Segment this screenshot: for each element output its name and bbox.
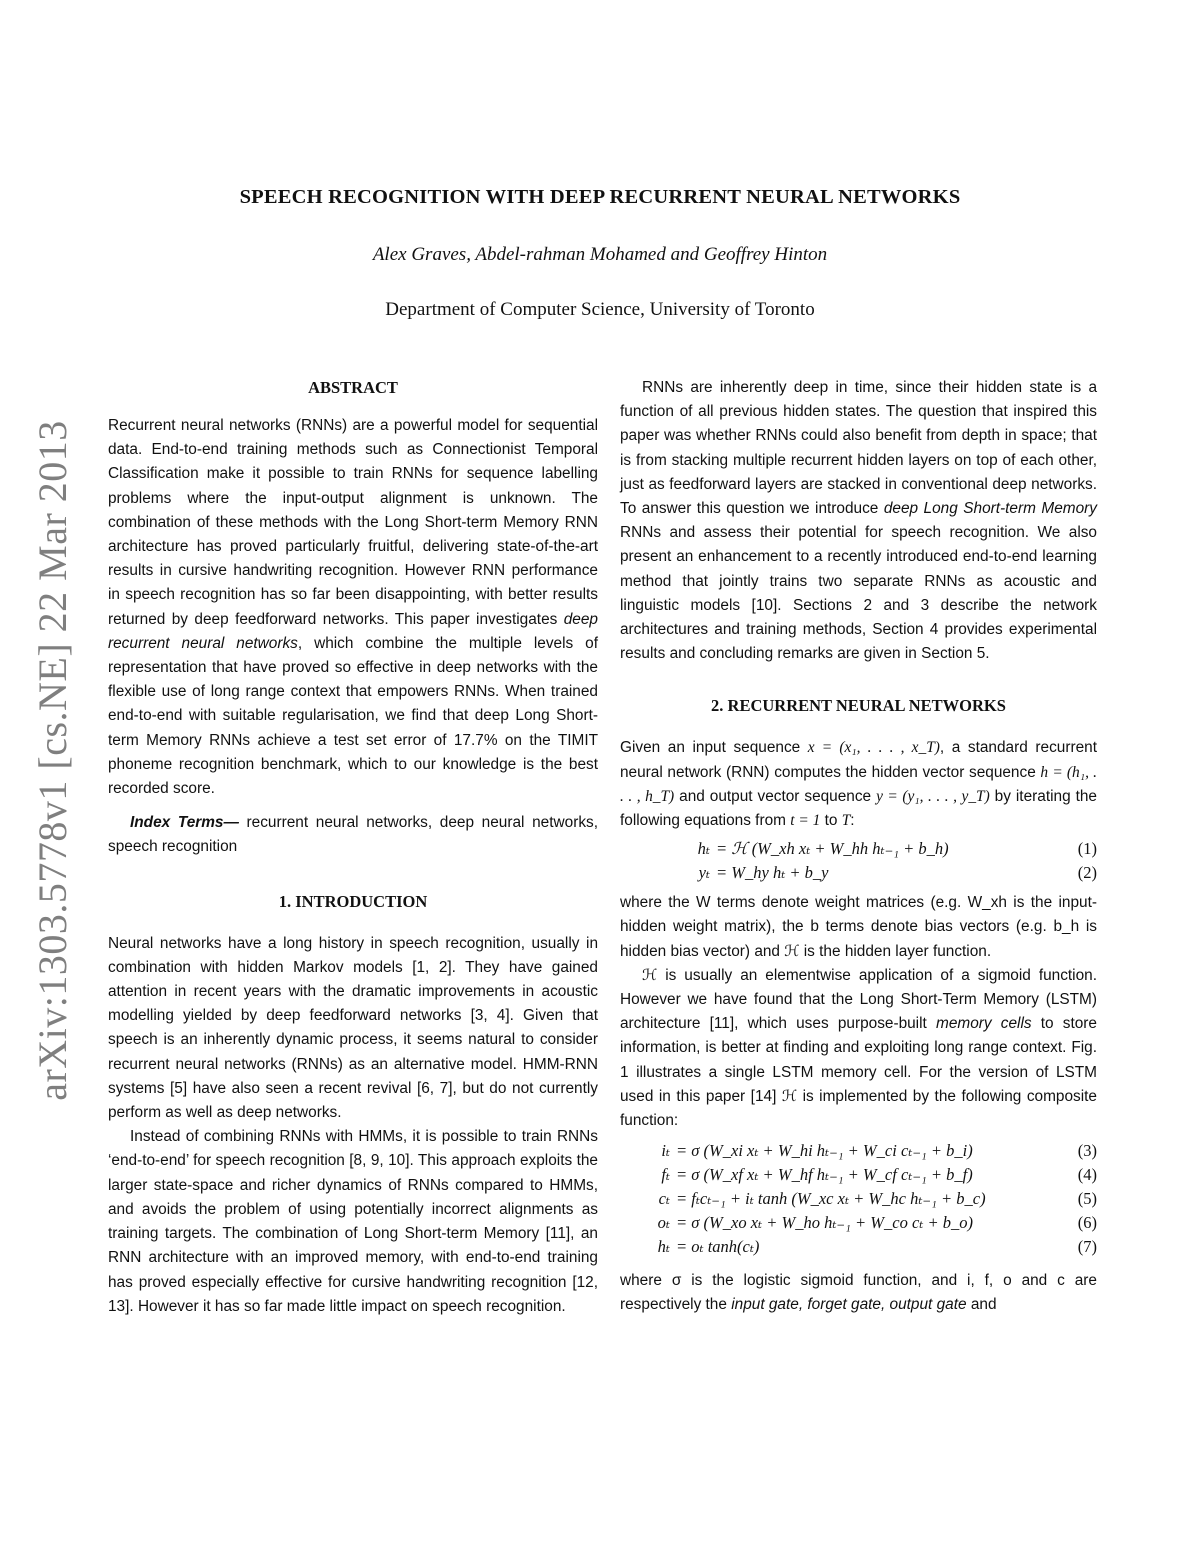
equation-2: yₜ = W_hy hₜ + b_y (2): [698, 863, 1097, 883]
arxiv-stamp: [30, 420, 74, 1100]
index-terms-label: Index Terms—: [130, 814, 239, 832]
introduction-heading: 1. INTRODUCTION: [278, 891, 428, 911]
left-column: [108, 376, 598, 1319]
abstract-emphasis: deep recurrent neural networks: [108, 610, 598, 652]
intro-paragraph-1: Neural networks have a long history in speech recognition, usually in combination with hidden Markov models [1, 2]. They have gained attention in recent years with the dramatic improvements in acoustic modelling yielded by deep feedforward networks [3, 4]. Given that speech is an inherently dynamic process, it seems natural to consider recurrent neural networks (RNNs) as an alternative model. HMM-RNN systems [5] have also seen a recent revival [6, 7], but do not currently perform as well as deep networks.: [108, 934, 598, 1122]
intro-emphasis: deep Long Short-term Memory: [883, 500, 1097, 518]
memory-cells-emphasis: memory cells: [936, 1015, 1032, 1033]
paper-title: SPEECH RECOGNITION WITH DEEP RECURRENT NEURAL NETWORKS: [239, 186, 961, 208]
paper-affiliation: Department of Computer Science, University of Toronto: [385, 299, 815, 320]
equation-6: oₜ = σ (W_xo xₜ + W_ho hₜ₋₁ + W_co cₜ + b_o) (6): [657, 1213, 1097, 1233]
right-column: [620, 376, 1097, 1318]
rnn-heading: 2. RECURRENT NEURAL NETWORKS: [711, 696, 1006, 716]
intro-paragraph-3: RNNs are inherently deep in time, since their hidden state is a function of all previous hidden states. The question that inspired this paper was whether RNNs could also benefit from depth in space; that is from stacking multiple recurrent hidden layers on top of each other, just as feedforward layers are stacked in conventional deep networks. To answer this question we introduce deep Long Short-term Memory RNNs and assess their potential for speech recognition. We also present an enhancement to a recently introduced end-to-end learning method that jointly trains two separate RNNs as acoustic and linguistic models [10]. Sections 2 and 3 describe the network architectures and training methods, Section 4 provides experimental results and concluding remarks are given in Section 5.: [620, 379, 1097, 663]
rnn-paragraph-2: where the W terms denote weight matrices (e.g. W_xh is the input-hidden weight matrix), the b terms denote bias vectors (e.g. b_h is hidden bias vector) and ℋ is the hidden layer function.: [620, 894, 1097, 960]
equation-4: fₜ = σ (W_xf xₜ + W_hf hₜ₋₁ + W_cf cₜ₋₁ + b_f) (4): [661, 1165, 1097, 1185]
arxiv-identifier: arXiv:1303.5778v1 [cs.NE] 22 Mar 2013: [29, 419, 75, 1101]
paper-authors: Alex Graves, Abdel-rahman Mohamed and Geoffrey Hinton: [372, 244, 828, 265]
rnn-paragraph-3: ℋ is usually an elementwise application of a sigmoid function. However we have found that the Long Short-Term Memory (LSTM) architecture [11], which uses purpose-built memory cells to store information, is better at finding and exploiting long range context. Fig. 1 illustrates a single LSTM memory cell. For the version of LSTM used in this paper [14] ℋ is implemented by the following composite function:: [620, 966, 1097, 1130]
equation-5: cₜ = fₜcₜ₋₁ + iₜ tanh (W_xc xₜ + W_hc hₜ₋₁ + b_c) (5): [658, 1189, 1097, 1209]
intro-paragraph-2: Instead of combining RNNs with HMMs, it is possible to train RNNs ‘end-to-end’ for speech recognition [8, 9, 10]. This approach exploits the larger state-space and richer dynamics of RNNs compared to HMMs, and avoids the problem of using potentially incorrect alignments as training targets. The combination of Long Short-term Memory [11], an RNN architecture with an improved memory, with end-to-end training has proved especially effective for cursive handwriting recognition [12, 13]. However it has so far made little impact on speech recognition.: [108, 1128, 598, 1315]
abstract-heading: ABSTRACT: [308, 378, 398, 397]
index-terms: Index Terms— recurrent neural networks, deep neural networks, speech recognition: [108, 814, 598, 856]
equation-3: iₜ = σ (W_xi xₜ + W_hi hₜ₋₁ + W_ci cₜ₋₁ + b_i) (3): [661, 1141, 1097, 1161]
equation-1: hₜ = ℋ (W_xh xₜ + W_hh hₜ₋₁ + b_h) (1): [697, 839, 1097, 859]
gates-emphasis: input gate, forget gate, output gate: [731, 1296, 967, 1314]
abstract-text: Recurrent neural networks (RNNs) are a powerful model for sequential data. End-to-end training methods such as Connectionist Temporal Classification make it possible to train RNNs for sequence labelling problems where the input-output alignment is unknown. The combination of these methods with the Long Short-term Memory RNN architecture has proved particularly fruitful, delivering state-of-the-art results in cursive handwriting recognition. However RNN performance in speech recognition has so far been disappointing, with better results returned by deep feedforward networks. This paper investigates deep recurrent neural networks, which combine the multiple levels of representation that have proved so effective in deep networks with the flexible use of long range context that empowers RNNs. When trained end-to-end with suitable regularisation, we find that deep Long Short-term Memory RNNs achieve a test set error of 17.7% on the TIMIT phoneme recognition benchmark, which to our knowledge is the best recorded score.: [108, 417, 598, 798]
rnn-paragraph-4: where σ is the logistic sigmoid function, and i, f, o and c are respectively the input gate, forget gate, output gate and: [620, 1272, 1097, 1314]
rnn-paragraph-1: Given an input sequence x = (x₁, . . . , x_T), a standard recurrent neural network (RNN) computes the hidden vector sequence h = (h₁, . . . , h_T) and output vector sequence y = (y₁, . . . , y_T) by iterating the following equations from t = 1 to T:: [620, 739, 1097, 830]
equation-7: hₜ = oₜ tanh(cₜ) (7): [657, 1237, 1097, 1257]
